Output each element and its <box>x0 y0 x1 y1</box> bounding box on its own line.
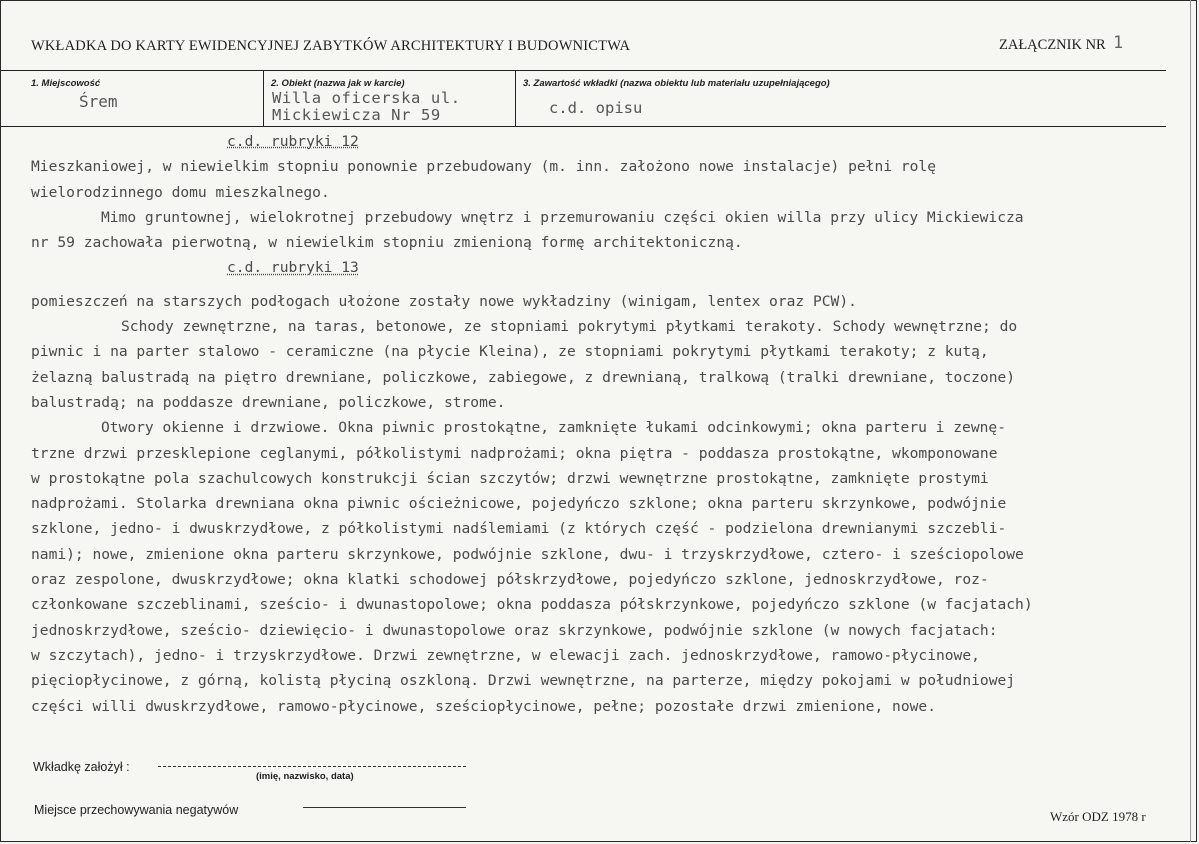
object-label: 2. Obiekt (nazwa jak w karcie) <box>271 78 405 89</box>
content-label: 3. Zawartość wkładki (nazwa obiektu lub materiału uzupełniającego) <box>523 78 830 89</box>
text-line: nadprożami. Stolarka drewniana okna piwnic ościeżnicowe, pojedyńczo szklone; okna parteru skrzynkowe, podwójnie <box>31 495 1007 513</box>
content-value: c.d. opisu <box>549 99 643 117</box>
locality-value: Śrem <box>79 92 118 111</box>
negatives-storage-label: Miejsce przechowywania negatywów <box>34 803 239 817</box>
text-line: wielorodzinnego domu mieszkalnego. <box>31 183 330 201</box>
text-line: w prostokątne pola szachulcowych konstrukcji ścian szczytów; drzwi wewnętrzne prostokątne, zamknięte prostymi <box>31 469 989 487</box>
text-line: jednoskrzydłowe, sześcio- dziewięcio- i dwunastopolowe oraz skrzynkowe, podwójnie szklone (w nowych facjatach: <box>31 621 998 639</box>
text-line: w szczytach), jedno- i trzyskrzydłowe. Drzwi zewnętrzne, w elewacji zach. jednoskrzydłowe, ramowo-płycinowe, <box>31 646 980 664</box>
text-line: Otwory okienne i drzwiowe. Okna piwnic prostokątne, zamknięte łukami odcinkowymi; okna parteru i zewnę- <box>101 419 1006 437</box>
created-by-sublabel: (imię, nazwisko, data) <box>256 771 354 782</box>
text-line: części willi dwuskrzydłowe, ramowo-płycinowe, sześciopłycinowe, pełne; pozostałe drzwi zmienione, nowe. <box>31 697 936 715</box>
text-line: pięciopłycinowe, z górną, kolistą płyciną oszkloną. Drzwi wewnętrzne, na parterze, między pokojami w południowej <box>31 672 1016 690</box>
annex-label: ZAŁĄCZNIK NR <box>999 37 1106 53</box>
card-edge <box>1190 0 1191 842</box>
section-heading-13: c.d. rubryki 13 <box>227 259 359 277</box>
text-line: oraz zespolone, dwuskrzydłowe; okna klatki schodowej półskrzydłowe, pojedyńczo szklone, jednoskrzydłowe, roz- <box>31 571 989 589</box>
text-line: Mimo gruntownej, wielokrotnej przebudowy wnętrz i przemurowaniu części okien willa przy ulicy Mickiewicza <box>101 208 1024 226</box>
text-line: Schody zewnętrzne, na taras, betonowe, ze stopniami pokrytymi płytkami terakoty. Schody wewnętrzne; do <box>121 318 1018 336</box>
form-code: Wzór ODZ 1978 r <box>1050 809 1146 824</box>
header-rule-top <box>1 70 1166 71</box>
typed-description <box>31 129 1171 719</box>
text-line: nami); nowe, zmienione okna parteru skrzynkowe, podwójnie szklone, dwu- i trzyskrzydłowe, cztero- i sześciopolowe <box>31 545 1024 563</box>
section-heading-12: c.d. rubryki 12 <box>227 133 359 150</box>
field-divider-1 <box>263 71 264 126</box>
text-line: żelazną balustradą na piętro drewniane, policzkowe, zabiegowe, z drewnianą, tralkową (tralki drewniane, toczone) <box>31 368 1016 386</box>
text-line: nr 59 zachowała pierwotną, w niewielkim stopniu zmienioną formę architektoniczną. <box>31 234 743 252</box>
text-line: Mieszkaniowej, w niewielkim stopniu ponownie przebudowany (m. inn. założono nowe instalacje) pełni rolę <box>31 158 936 176</box>
text-line: szklone, jedno- i dwuskrzydłowe, z półkolistymi nadślemiami (z których część - podzielona drewnianymi szczebli- <box>31 520 1007 538</box>
locality-label: 1. Miejscowość <box>31 78 101 89</box>
negatives-storage-line <box>303 807 466 808</box>
form-title: WKŁADKA DO KARTY EWIDENCYJNEJ ZABYTKÓW ARCHITEKTURY I BUDOWNICTWA <box>31 38 631 54</box>
created-by-line <box>158 766 466 767</box>
text-line: piwnic i na parter stalowo - ceramiczne (na płycie Kleina), ze stopniami pokrytymi płytkami terakoty; z kutą, <box>31 343 989 361</box>
object-value-line-2: Mickiewicza Nr 59 <box>272 106 441 124</box>
text-line: balustradą; na poddasze drewniane, policzkowe, strome. <box>31 393 506 411</box>
created-by-label: Wkładkę założył : <box>33 760 130 774</box>
text-line: pomieszczeń na starszych podłogach ułożone zostały nowe wykładziny (winigam, lentex oraz PCW). <box>31 292 857 310</box>
text-line: trzne drzwi przesklepione ceglanymi, półkolistymi nadprożami; okna piętra - poddasza prostokątne, wkomponowane <box>31 444 998 462</box>
object-value-line-1: Willa oficerska ul. <box>272 89 461 107</box>
text-line: członkowane szczeblinami, sześcio- i dwunastopolowe; okna poddasza półskrzynkowe, pojedyńczo szklone (w facjatach) <box>31 596 1033 614</box>
field-divider-2 <box>515 71 516 126</box>
header-rule-bottom <box>1 126 1166 127</box>
spacer <box>31 281 1171 289</box>
annex-number: 1 <box>1113 33 1124 53</box>
